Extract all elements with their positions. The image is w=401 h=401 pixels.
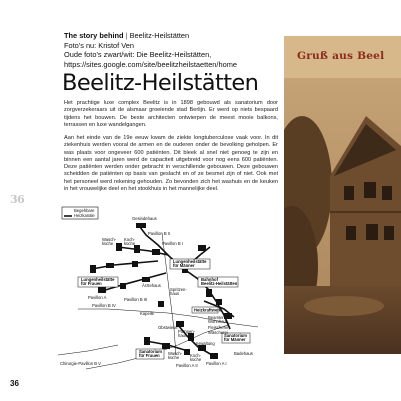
page-title: Beelitz-Heilstätten (62, 70, 259, 96)
source-url[interactable]: https://sites.google.com/site/beelitzheilstaetten/home (64, 59, 237, 69)
postcard-caption: Gruß aus Beel (297, 50, 385, 62)
map-label-sanatorium-manner-2: für Männer (224, 337, 246, 342)
map-label-badehaus: Badehaus (234, 351, 253, 356)
map-label-spritzen-2: haus (170, 291, 180, 296)
map-label-pavillon-b3: Pavillon B III (124, 297, 148, 302)
map-label-bahnhof-2: Beelitz-Heilstätten (201, 281, 238, 286)
side-page-number: 36 (10, 193, 25, 206)
story-label: The story behind (64, 31, 124, 40)
map-label-lungen-manner-2: für Männer (173, 263, 195, 268)
map-label-beamten-1: Beamten- (208, 315, 227, 320)
map-label-pumpen-2: haus (178, 333, 188, 338)
map-label-pavillon-a1: Pavillon A I (206, 361, 227, 366)
map-label-koch-1b: küche (124, 241, 136, 246)
site-map (58, 205, 268, 373)
map-label-pavillon-a2: Pavillon A II (176, 363, 198, 368)
paragraph-intro: Het prachtige luxe complex Beelitz is in 1898 gebouwd als sanatorium door zorgverzekeraars uit de alsmaar groeiende stad Berlijn. Er werd op niets bespaard tijdens het bouwen. De beste architecten ontwierpen de meest mooie balkons, terrassen en luxe wandelgangen. (64, 100, 278, 128)
map-label-wascherei: Wäscherei (208, 330, 228, 335)
historic-postcard-photo (284, 36, 401, 354)
postcard-image (284, 36, 401, 354)
map-label-wasch-1b: küche (102, 241, 114, 246)
map-legend-text-2: Heizkanäle (74, 213, 95, 218)
header-title-line (64, 31, 284, 41)
map-label-obstwiese: Obstwiese (158, 325, 178, 330)
map-label-sanatorium-frauen-1: Sanatorium (139, 349, 163, 354)
map-label-pavillon-b2: Pavillon B II (148, 231, 171, 236)
map-label-gesindehaus: Gesindehaus (132, 216, 157, 221)
map-label-fleischerei: Fleischerei (208, 325, 229, 330)
map-label-wasch-1a: Wasch- (102, 237, 117, 242)
map-label-heizkraftwerk: Heizkraftwerk (194, 307, 222, 313)
map-label-pavillon-a: Pavillon A (88, 295, 107, 300)
map-legend-text-1: Begehbare (74, 208, 95, 213)
map-label-lungen-frauen-1: Lungenheilstätte (81, 277, 115, 282)
map-label-lungen-manner-1: Lungenheilstätte (173, 259, 207, 264)
page-number: 36 (10, 379, 19, 388)
site-map-drawing (58, 205, 268, 373)
map-heating-channels (92, 227, 234, 355)
old-photos-credit: Oude foto's zwart/wit: Die Beelitz-Heilstätten, (64, 50, 212, 60)
map-label-pavillon-b4: Pavillon B IV (92, 303, 116, 308)
map-label-kapelle: Kapelle (140, 311, 154, 316)
map-label-sanatorium-frauen-2: für Frauen (139, 353, 160, 358)
header-separator: | (125, 31, 128, 40)
map-label-lungen-frauen-2: für Frauen (81, 281, 102, 286)
map-label-arzthaus: Ärztehaus (142, 283, 161, 288)
story-place: Beelitz-Heilstätten (129, 31, 190, 40)
map-label-sanatorium-manner-1: Sanatorium (224, 333, 248, 338)
map-label-chirurgie: Chirurgie-Pavillon B V (60, 361, 101, 366)
map-label-koch-1a: Koch- (124, 237, 135, 242)
map-label-pumpen-1: Pumpen- (178, 329, 195, 334)
map-label-bahnhof-1: Bahnhof (201, 277, 218, 282)
map-label-pavillon-b1: Pavillon B I (162, 241, 183, 246)
map-label-koch-2a: Koch- (190, 353, 201, 358)
map-label-wasch-2b: küche (168, 355, 180, 360)
photo-credit: Foto's nu: Kristof Ven (64, 40, 135, 50)
paragraph-history: Aan het einde van de 19e eeuw kwam de ziekte longtuberculose vaak voor. In dit ziekenhuis werden vooral de armen en de ouderen onder de bevolking geholpen. Er was plaats voor ongeveer 600 patiënten. Dit bleek al snel niet genoeg te zijn en binnen een aantal jaren werd de capaciteit uitgebreid voor nog eens 600 patiënten. Deze patiënten werden onder gebracht in verschillende gebouwen. Deze gebouwen scheidden de patiënten op basis van geslacht en of ze besmet zijn of niet. Ook met het personeel werd rekening gehouden. Zo bevonden zich het washuis en de keuken in het vrouwelijke deel en het stookhuis in het mannelijke deel. (64, 135, 278, 193)
header-credits (64, 31, 284, 69)
map-label-spritzen-1: Spritzen- (170, 287, 187, 292)
map-label-verwaltung: Verwaltung (194, 341, 215, 346)
map-label-beamten-2: Wohnhaus (208, 319, 228, 324)
map-label-koch-2b: küche (190, 357, 202, 362)
map-label-wasch-2a: Wasch- (168, 351, 183, 356)
